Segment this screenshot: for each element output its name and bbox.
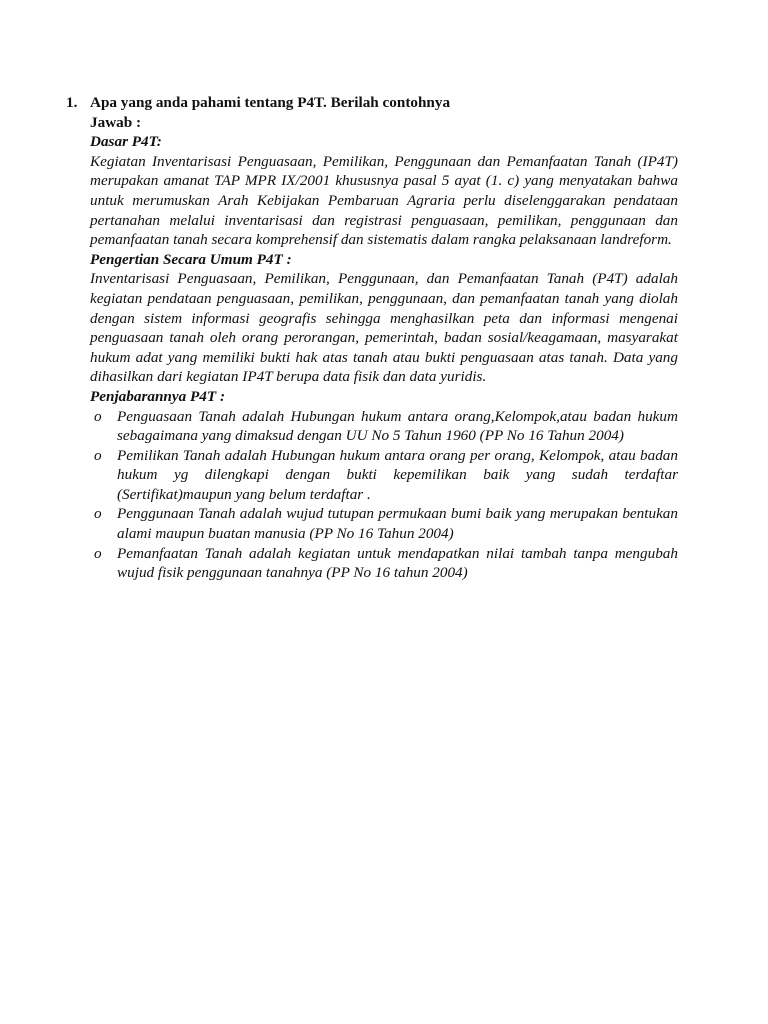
pengertian-heading: Pengertian Secara Umum P4T : [90, 250, 292, 268]
answer-label: Jawab : [90, 113, 142, 131]
list-item-pemanfaatan [90, 544, 678, 583]
question-number: 1. [66, 94, 78, 111]
bullet-marker: o [94, 544, 102, 562]
dasar-heading: Dasar P4T: [90, 133, 162, 151]
question-title: Apa yang anda pahami tentang P4T. Berilah contohnya [90, 94, 451, 111]
list-item-text: Pemilikan Tanah adalah Hubungan hukum antara orang per orang, Kelompok, atau badan hukum yg dilengkapi dengan bukti kepemilikan baik yang sudah terdaftar (Sertifikat)maupun yang belum terdaftar . [117, 446, 678, 503]
bullet-marker: o [94, 446, 102, 464]
bullet-marker: o [94, 505, 102, 523]
dasar-paragraph: Kegiatan Inventarisasi Penguasaan, Pemilikan, Penggunaan dan Pemanfaatan Tanah (IP4T) merupakan amanat TAP MPR IX/2001 khususnya pasal 5 ayat (1. c) yang menyatakan bahwa untuk merumuskan Arah Kebijakan Pembaruan Agraria perlu diselenggarakan pendataan pertanahan melalui inventarisasi dan registrasi penguasaan, pemilikan, penggunaan dan pemanfaatan tanah secara komprehensif dan sistematis dalam rangka pelaksanaan landreform. [90, 152, 678, 249]
list-item-pemilikan [90, 446, 678, 505]
bullet-marker: o [94, 407, 102, 425]
question-block [66, 93, 678, 583]
list-item-penggunaan [90, 504, 678, 543]
list-item-penguasaan [90, 407, 678, 446]
list-item-text: Penggunaan Tanah adalah wujud tutupan permukaan bumi baik yang merupakan bentukan alami maupun buatan manusia (PP No 16 Tahun 2004) [117, 505, 678, 543]
penjabaran-heading: Penjabarannya P4T : [90, 387, 225, 405]
list-item-text: Pemanfaatan Tanah adalah kegiatan untuk mendapatkan nilai tambah tanpa mengubah wujud fisik penggunaan tanahnya (PP No 16 tahun 2004) [117, 544, 678, 582]
question-body [90, 93, 678, 583]
list-item-text: Penguasaan Tanah adalah Hubungan hukum antara orang,Kelompok,atau badan hukum sebagaimana yang dimaksud dengan UU No 5 Tahun 1960 (PP No 16 Tahun 2004) [117, 407, 678, 445]
pengertian-paragraph: Inventarisasi Penguasaan, Pemilikan, Penggunaan, dan Pemanfaatan Tanah (P4T) adalah kegiatan pendataan penguasaan, pemilikan, penggunaan, dan pemanfaatan tanah yang diolah dengan sistem informasi geografis sehingga menghasilkan peta dan informasi mengenai penguasaan tanah oleh orang perorangan, pemerintah, badan sosial/keagamaan, masyarakat hukum adat yang memiliki bukti hak atas tanah atau bukti penguasaan atas tanah. Data yang dihasilkan dari kegiatan IP4T berupa data fisik dan data yuridis. [90, 270, 678, 386]
penjabaran-list [90, 407, 678, 583]
